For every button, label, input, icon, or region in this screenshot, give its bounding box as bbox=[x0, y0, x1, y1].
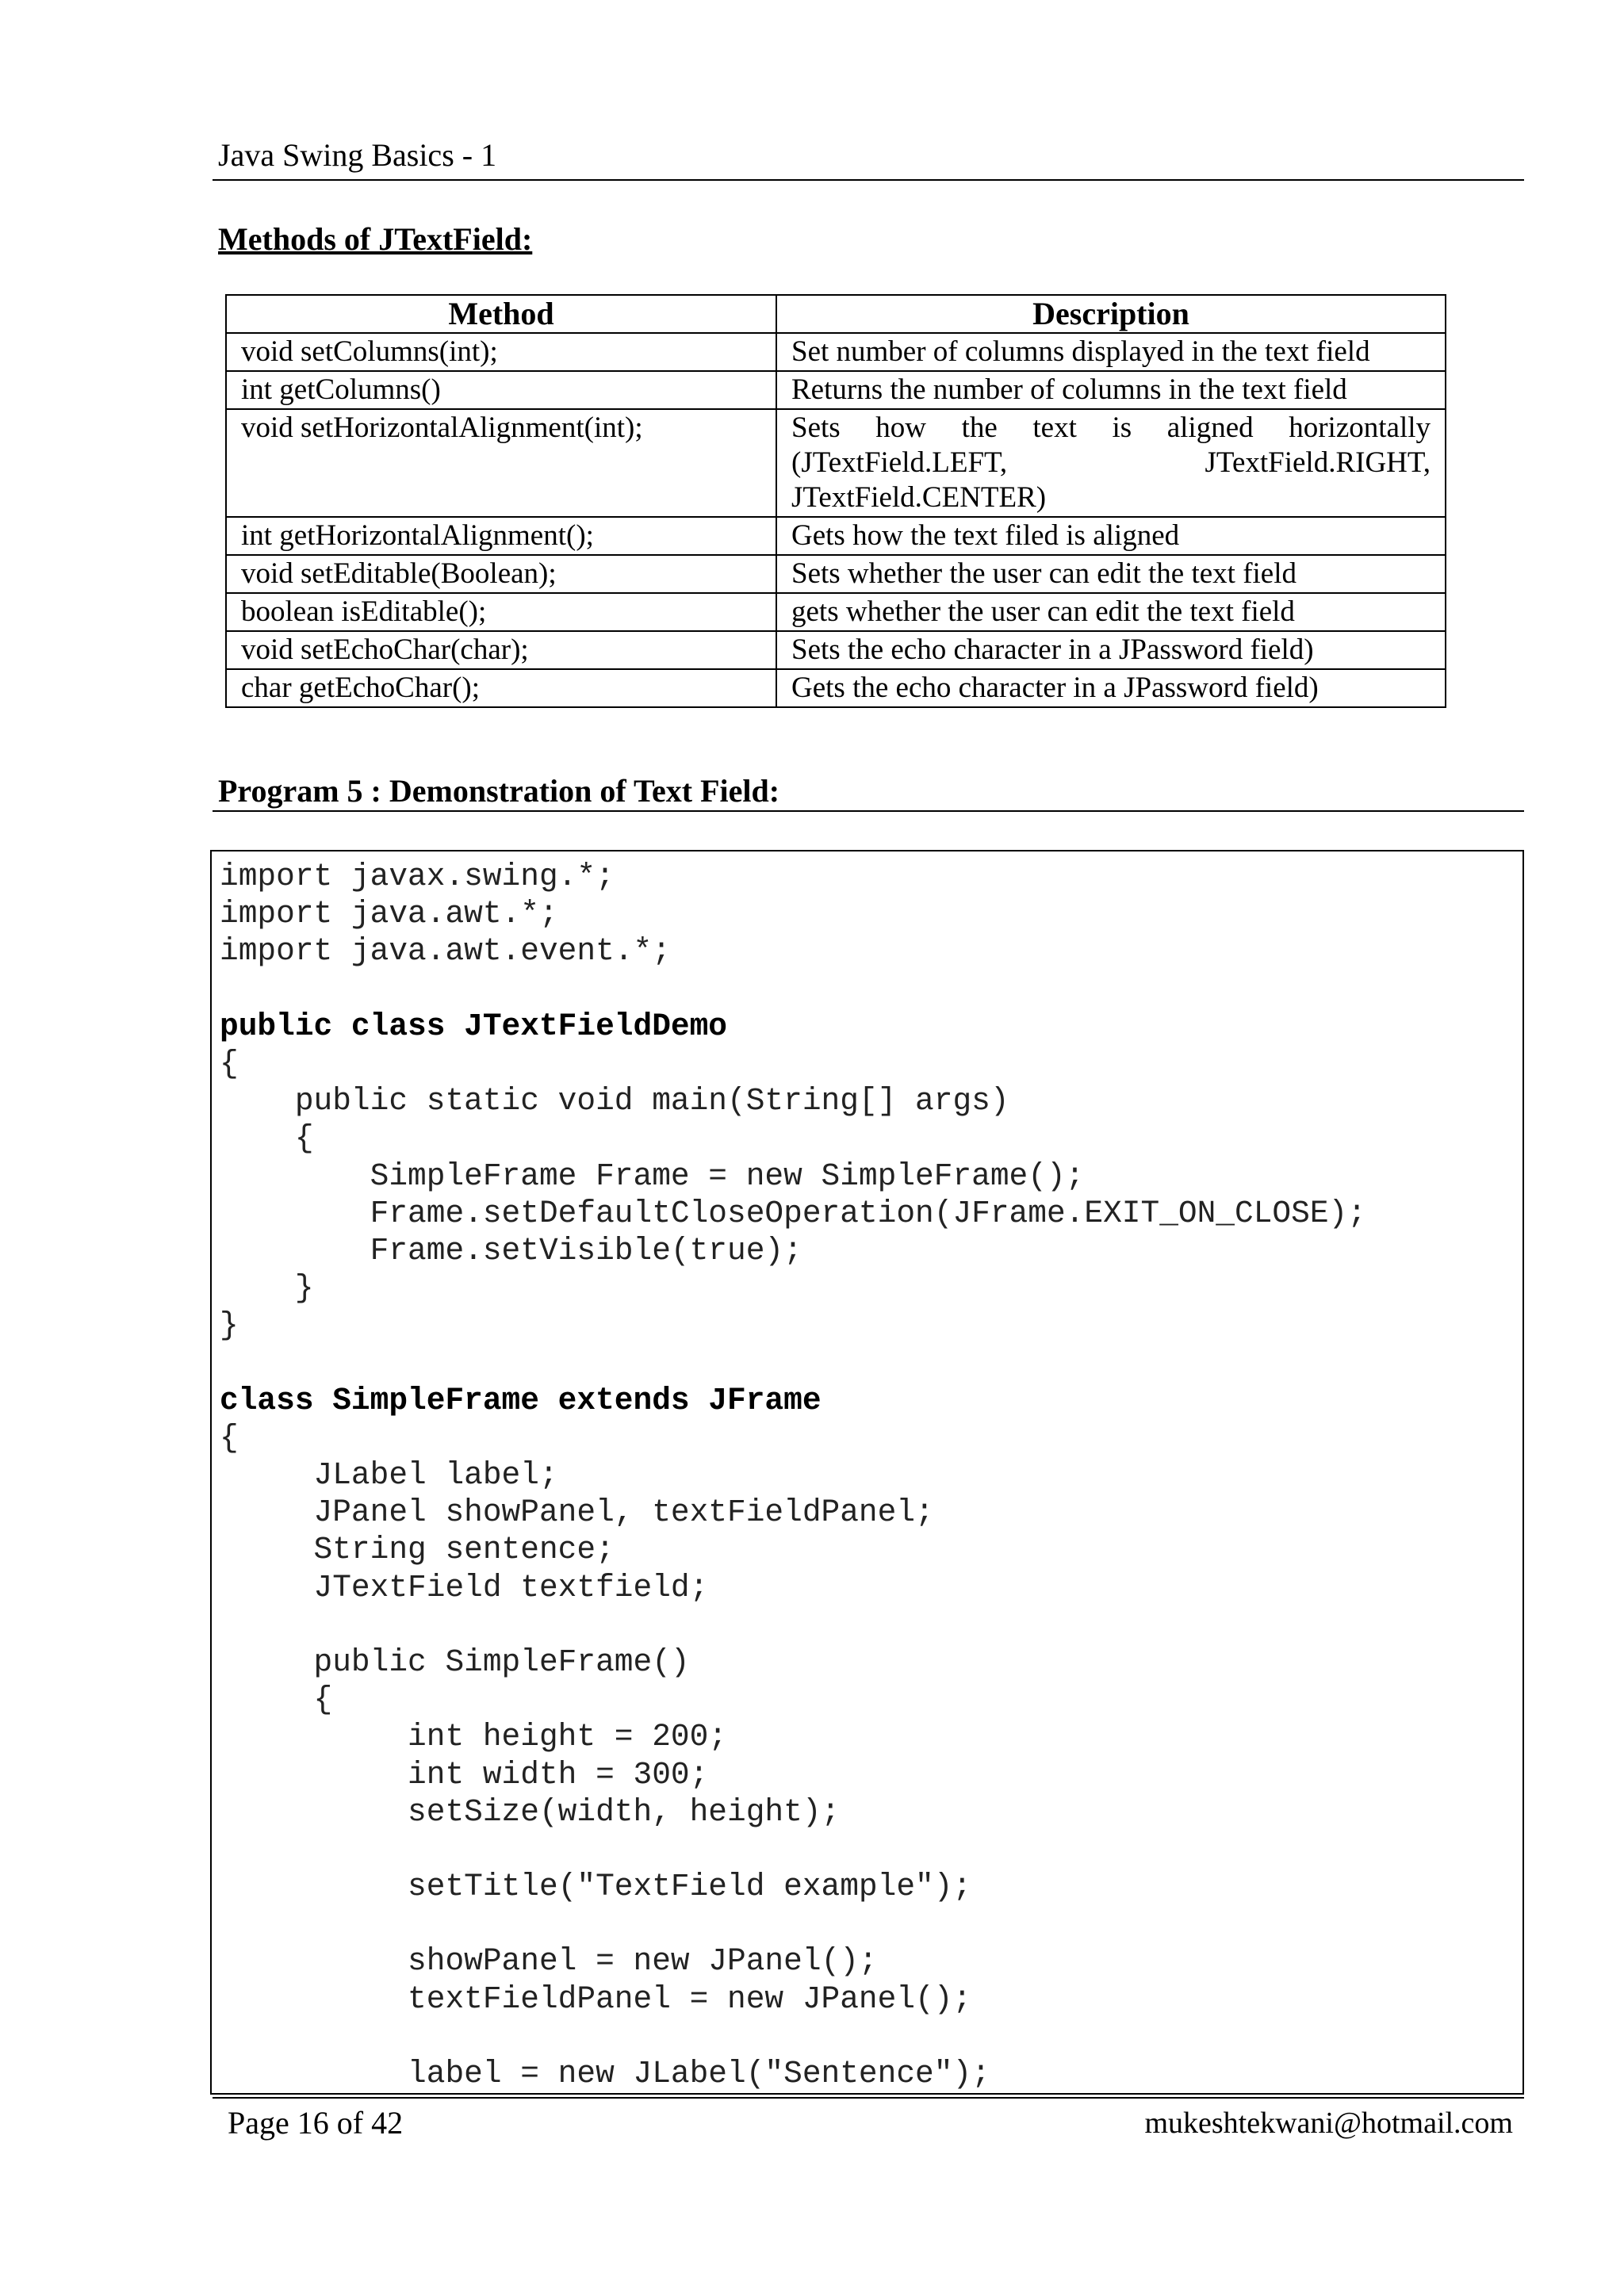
method-cell: void setEchoChar(char); bbox=[226, 631, 776, 669]
table-row bbox=[226, 333, 1446, 371]
code-line: SimpleFrame Frame = new SimpleFrame(); bbox=[220, 1158, 1085, 1194]
code-line: int height = 200; bbox=[220, 1719, 728, 1755]
code-line: JPanel showPanel, textFieldPanel; bbox=[220, 1494, 934, 1531]
table-row bbox=[226, 631, 1446, 669]
program-heading-divider bbox=[213, 810, 1524, 812]
method-cell: boolean isEditable(); bbox=[226, 593, 776, 631]
code-line: JLabel label; bbox=[220, 1457, 558, 1493]
author-email: mukeshtekwani@hotmail.com bbox=[1144, 2107, 1513, 2140]
methods-section-heading: Methods of JTextField: bbox=[218, 221, 533, 257]
code-line bbox=[220, 2018, 1366, 2055]
code-line: { bbox=[220, 1045, 239, 1081]
method-cell: int getColumns() bbox=[226, 371, 776, 409]
footer-divider bbox=[213, 2097, 1524, 2099]
code-line: Frame.setDefaultCloseOperation(JFrame.EXIT_ON_CLOSE); bbox=[220, 1195, 1366, 1231]
table-row bbox=[226, 593, 1446, 631]
code-line bbox=[220, 1905, 1366, 1942]
column-header-description: Description bbox=[776, 295, 1446, 333]
code-line bbox=[220, 1344, 1366, 1381]
method-cell: void setHorizontalAlignment(int); bbox=[226, 409, 776, 517]
description-cell: Sets the echo character in a JPassword field) bbox=[776, 631, 1446, 669]
code-line: textFieldPanel = new JPanel(); bbox=[220, 1980, 972, 2017]
code-line: } bbox=[220, 1270, 314, 1307]
code-line: public SimpleFrame() bbox=[220, 1644, 690, 1680]
method-cell: int getHorizontalAlignment(); bbox=[226, 517, 776, 555]
description-cell: Set number of columns displayed in the text field bbox=[776, 333, 1446, 371]
code-line bbox=[220, 970, 1366, 1008]
description-cell: gets whether the user can edit the text field bbox=[776, 593, 1446, 631]
code-line: import java.awt.event.*; bbox=[220, 933, 671, 970]
method-cell: void setColumns(int); bbox=[226, 333, 776, 371]
description-cell: Gets the echo character in a JPassword field) bbox=[776, 669, 1446, 707]
code-line: JTextField textfield; bbox=[220, 1569, 709, 1605]
code-line: Frame.setVisible(true); bbox=[220, 1232, 802, 1269]
code-line: import javax.swing.*; bbox=[220, 859, 615, 894]
method-cell: char getEchoChar(); bbox=[226, 669, 776, 707]
table-row bbox=[226, 555, 1446, 593]
code-line: int width = 300; bbox=[220, 1756, 709, 1793]
code-line: } bbox=[220, 1307, 239, 1344]
description-cell: Gets how the text filed is aligned bbox=[776, 517, 1446, 555]
page-header-title: Java Swing Basics - 1 bbox=[218, 137, 497, 173]
description-cell: Returns the number of columns in the text field bbox=[776, 371, 1446, 409]
method-cell: void setEditable(Boolean); bbox=[226, 555, 776, 593]
code-line bbox=[220, 1606, 1366, 1644]
code-line: showPanel = new JPanel(); bbox=[220, 1943, 878, 1980]
code-line: label = new JLabel("Sentence"); bbox=[220, 2056, 990, 2091]
table-row bbox=[226, 517, 1446, 555]
code-line: public static void main(String[] args) bbox=[220, 1083, 1009, 1119]
page-number: Page 16 of 42 bbox=[228, 2105, 404, 2141]
code-line: setSize(width, height); bbox=[220, 1793, 841, 1830]
methods-table bbox=[225, 294, 1446, 708]
code-line: String sentence; bbox=[220, 1532, 615, 1568]
methods-table-header-row bbox=[226, 295, 1446, 333]
description-cell: Sets how the text is aligned horizontally (JTextField.LEFT, JTextField.RIGHT, JTextField.CENTER) bbox=[776, 409, 1446, 517]
description-cell: Sets whether the user can edit the text field bbox=[776, 555, 1446, 593]
code-line bbox=[220, 1831, 1366, 1868]
column-header-method: Method bbox=[226, 295, 776, 333]
code-listing bbox=[220, 858, 1366, 2092]
code-line: import java.awt.*; bbox=[220, 896, 558, 932]
code-line: { bbox=[220, 1120, 314, 1157]
table-row bbox=[226, 409, 1446, 517]
code-line: { bbox=[220, 1682, 333, 1718]
header-divider bbox=[213, 179, 1524, 181]
code-line: setTitle("TextField example"); bbox=[220, 1869, 972, 1905]
table-row bbox=[226, 371, 1446, 409]
code-line: { bbox=[220, 1419, 239, 1456]
code-listing-box bbox=[210, 850, 1524, 2095]
table-row bbox=[226, 669, 1446, 707]
code-line: class SimpleFrame extends JFrame bbox=[220, 1382, 822, 1418]
program-section-heading: Program 5 : Demonstration of Text Field: bbox=[218, 773, 780, 809]
code-line: public class JTextFieldDemo bbox=[220, 1008, 728, 1044]
